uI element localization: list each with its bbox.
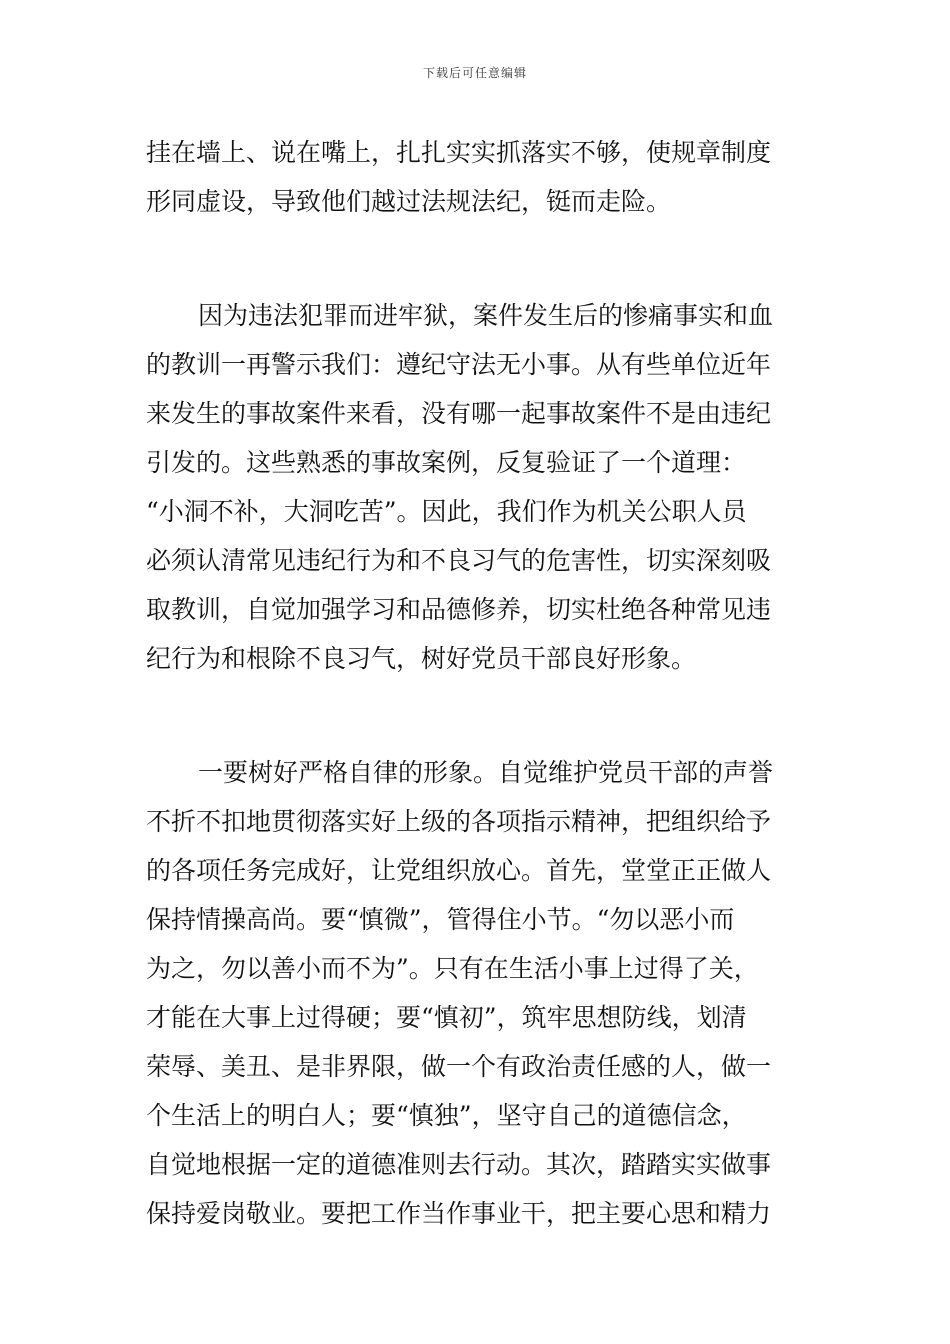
document-body [146, 128, 806, 1238]
text-line: 形同虚设，导致他们越过法规法纪，铤而走险。 [146, 187, 672, 216]
paragraph-1 [146, 128, 806, 226]
paragraph-3 [146, 748, 806, 1238]
text-line: 挂在墙上、说在嘴上，扎扎实实抓落实不够，使规章制度 [146, 138, 772, 167]
text-line: 保持情操高尚。要“慎微”，管得住小节。“勿以恶小而 [146, 905, 735, 934]
text-line: 不折不扣地贯彻落实好上级的各项指示精神，把组织给予 [146, 807, 772, 836]
text-line: 因为违法犯罪而进牢狱，案件发生后的惨痛事实和血 [198, 301, 774, 330]
text-line: 个生活上的明白人；要“慎独”，坚守自己的道德信念， [146, 1101, 747, 1130]
text-line: 保持爱岗敬业。要把工作当作事业干，把主要心思和精力 [146, 1199, 772, 1228]
text-line: 为之，勿以善小而不为”。只有在生活小事上过得了关， [146, 954, 759, 983]
text-line: 荣辱、美丑、是非界限，做一个有政治责任感的人，做一 [146, 1052, 772, 1081]
paragraph-gap [146, 683, 806, 748]
text-line: 自觉地根据一定的道德准则去行动。其次，踏踏实实做事 [146, 1150, 772, 1179]
text-line: 必须认清常见违纪行为和不良习气的危害性，切实深刻吸 [146, 546, 772, 575]
text-line: 的教训一再警示我们：遵纪守法无小事。从有些单位近年 [146, 350, 772, 379]
page-header: 下载后可任意编辑 [422, 66, 527, 80]
text-line: 的各项任务完成好，让党组织放心。首先，堂堂正正做人 [146, 856, 772, 885]
text-line: 纪行为和根除不良习气，树好党员干部良好形象。 [146, 644, 697, 673]
text-line: 一要树好严格自律的形象。自觉维护党员干部的声誉 [198, 758, 774, 787]
paragraph-2 [146, 291, 806, 683]
text-line: 来发生的事故案件来看，没有哪一起事故案件不是由违纪 [146, 399, 772, 428]
paragraph-gap [146, 226, 806, 291]
text-line: “小洞不补，大洞吃苦”。因此，我们作为机关公职人员 [146, 497, 747, 526]
text-line: 才能在大事上过得硬；要“慎初”，筑牢思想防线，划清 [146, 1003, 747, 1032]
text-line: 引发的。这些熟悉的事故案例，反复验证了一个道理： [146, 448, 747, 477]
text-line: 取教训，自觉加强学习和品德修养，切实杜绝各种常见违 [146, 595, 772, 624]
